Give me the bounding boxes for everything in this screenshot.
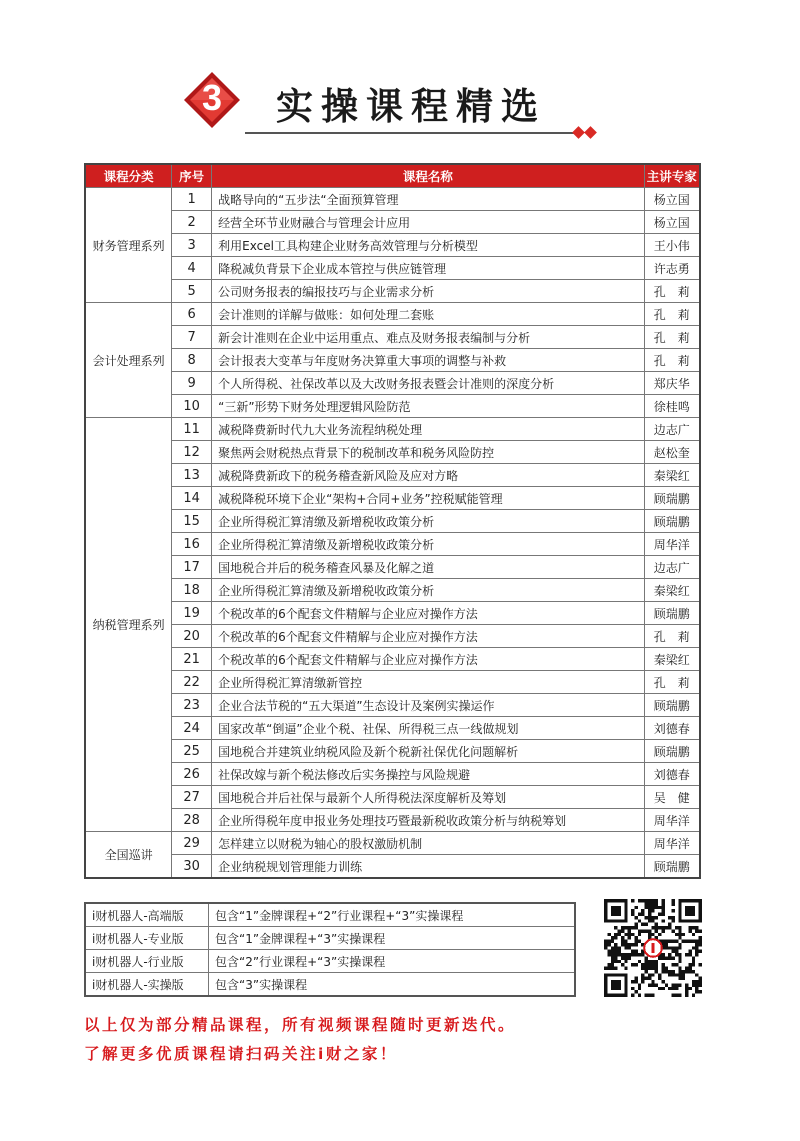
- course-name-cell: 企业纳税规划管理能力训练: [212, 855, 644, 879]
- table-row: [85, 188, 700, 211]
- category-cell: 全国巡讲: [85, 832, 172, 879]
- table-row: [85, 303, 700, 326]
- expert-cell: 孔 莉: [644, 625, 700, 648]
- table-row: [85, 349, 700, 372]
- course-name-cell: 企业所得税汇算清缴新管控: [212, 671, 644, 694]
- number-cell: 13: [172, 464, 212, 487]
- expert-cell: 秦梁红: [644, 579, 700, 602]
- expert-cell: 刘德春: [644, 717, 700, 740]
- table-row: [85, 234, 700, 257]
- expert-cell: 边志广: [644, 418, 700, 441]
- course-name-cell: “三新”形势下财务处理逻辑风险防范: [212, 395, 644, 418]
- course-name-cell: 个人所得税、社保改革以及大改财务报表暨会计准则的深度分析: [212, 372, 644, 395]
- course-name-cell: 国地税合并建筑业纳税风险及新个税新社保优化问题解析: [212, 740, 644, 763]
- category-cell: 财务管理系列: [85, 188, 172, 303]
- expert-cell: 周华洋: [644, 832, 700, 855]
- expert-cell: 周华洋: [644, 533, 700, 556]
- table-row: [85, 487, 700, 510]
- expert-cell: 刘德春: [644, 763, 700, 786]
- number-cell: 10: [172, 395, 212, 418]
- number-cell: 24: [172, 717, 212, 740]
- table-row: [85, 510, 700, 533]
- course-name-cell: 企业所得税汇算清缴及新增税收政策分析: [212, 510, 644, 533]
- course-table-body: [85, 188, 700, 879]
- category-cell: 会计处理系列: [85, 303, 172, 418]
- table-row: [85, 441, 700, 464]
- number-cell: 20: [172, 625, 212, 648]
- table-row: [85, 832, 700, 855]
- package-row: [85, 927, 575, 950]
- badge-number: 3: [201, 77, 223, 118]
- table-row: [85, 648, 700, 671]
- note-line-1: 以上仅为部分精品课程，所有视频课程随时更新迭代。: [84, 1016, 517, 1034]
- header-expert: 主讲专家: [644, 164, 700, 188]
- package-table: [84, 902, 576, 997]
- table-row: [85, 602, 700, 625]
- number-cell: 21: [172, 648, 212, 671]
- header-number: 序号: [172, 164, 212, 188]
- number-cell: 30: [172, 855, 212, 879]
- table-header-row: [85, 164, 700, 188]
- course-name-cell: 国家改革“倒逼”企业个税、社保、所得税三点一线做规划: [212, 717, 644, 740]
- expert-cell: 顾瑞鹏: [644, 510, 700, 533]
- course-name-cell: 会计准则的详解与做账：如何处理二套账: [212, 303, 644, 326]
- table-row: [85, 855, 700, 879]
- course-name-cell: 战略导向的“五步法“全面预算管理: [212, 188, 644, 211]
- course-name-cell: 企业所得税年度申报业务处理技巧暨最新税收政策分析与纳税筹划: [212, 809, 644, 832]
- table-row: [85, 694, 700, 717]
- number-cell: 22: [172, 671, 212, 694]
- expert-cell: 孔 莉: [644, 303, 700, 326]
- package-name: i财机器人-高端版: [85, 903, 209, 927]
- course-name-cell: 个税改革的6个配套文件精解与企业应对操作方法: [212, 625, 644, 648]
- course-name-cell: 会计报表大变革与年度财务决算重大事项的调整与补救: [212, 349, 644, 372]
- package-name: i财机器人-实操版: [85, 973, 209, 997]
- package-row: [85, 903, 575, 927]
- expert-cell: 周华洋: [644, 809, 700, 832]
- number-cell: 6: [172, 303, 212, 326]
- expert-cell: 许志勇: [644, 257, 700, 280]
- expert-cell: 郑庆华: [644, 372, 700, 395]
- expert-cell: 顾瑞鹏: [644, 694, 700, 717]
- table-row: [85, 211, 700, 234]
- course-name-cell: 减税降费新时代九大业务流程纳税处理: [212, 418, 644, 441]
- package-description: 包含“3”实操课程: [209, 973, 576, 997]
- expert-cell: 秦梁红: [644, 648, 700, 671]
- expert-cell: 顾瑞鹏: [644, 740, 700, 763]
- table-row: [85, 418, 700, 441]
- number-cell: 7: [172, 326, 212, 349]
- expert-cell: 顾瑞鹏: [644, 602, 700, 625]
- course-name-cell: 企业所得税汇算清缴及新增税收政策分析: [212, 579, 644, 602]
- table-row: [85, 740, 700, 763]
- expert-cell: 孔 莉: [644, 326, 700, 349]
- course-name-cell: 利用Excel工具构建企业财务高效管理与分析模型: [212, 234, 644, 257]
- table-row: [85, 280, 700, 303]
- course-name-cell: 经营全环节业财融合与管理会计应用: [212, 211, 644, 234]
- package-name: i财机器人-专业版: [85, 927, 209, 950]
- number-cell: 26: [172, 763, 212, 786]
- table-row: [85, 556, 700, 579]
- expert-cell: 杨立国: [644, 188, 700, 211]
- header-course-name: 课程名称: [212, 164, 644, 188]
- expert-cell: 杨立国: [644, 211, 700, 234]
- number-cell: 27: [172, 786, 212, 809]
- number-cell: 3: [172, 234, 212, 257]
- expert-cell: 顾瑞鹏: [644, 855, 700, 879]
- number-cell: 19: [172, 602, 212, 625]
- course-name-cell: 国地税合并后的税务稽查风暴及化解之道: [212, 556, 644, 579]
- expert-cell: 吴 健: [644, 786, 700, 809]
- number-cell: 18: [172, 579, 212, 602]
- number-cell: 4: [172, 257, 212, 280]
- number-cell: 9: [172, 372, 212, 395]
- package-name: i财机器人-行业版: [85, 950, 209, 973]
- table-row: [85, 671, 700, 694]
- course-name-cell: 聚焦两会财税热点背景下的税制改革和税务风险防控: [212, 441, 644, 464]
- page-header: [0, 60, 800, 150]
- table-row: [85, 395, 700, 418]
- number-cell: 14: [172, 487, 212, 510]
- number-cell: 23: [172, 694, 212, 717]
- table-row: [85, 372, 700, 395]
- number-cell: 8: [172, 349, 212, 372]
- underline-diamond: [572, 126, 585, 139]
- number-cell: 11: [172, 418, 212, 441]
- table-row: [85, 625, 700, 648]
- underline-diamond: [584, 126, 597, 139]
- expert-cell: 秦梁红: [644, 464, 700, 487]
- expert-cell: 顾瑞鹏: [644, 487, 700, 510]
- expert-cell: 赵松奎: [644, 441, 700, 464]
- package-row: [85, 973, 575, 997]
- number-cell: 17: [172, 556, 212, 579]
- course-name-cell: 新会计准则在企业中运用重点、难点及财务报表编制与分析: [212, 326, 644, 349]
- note-line-2: 了解更多优质课程请扫码关注i财之家！: [84, 1045, 398, 1063]
- course-name-cell: 降税减负背景下企业成本管控与供应链管理: [212, 257, 644, 280]
- expert-cell: 孔 莉: [644, 280, 700, 303]
- table-row: [85, 464, 700, 487]
- number-cell: 5: [172, 280, 212, 303]
- number-cell: 28: [172, 809, 212, 832]
- number-cell: 1: [172, 188, 212, 211]
- number-cell: 15: [172, 510, 212, 533]
- package-description: 包含“1”金牌课程+“3”实操课程: [209, 927, 576, 950]
- table-row: [85, 809, 700, 832]
- course-name-cell: 国地税合并后社保与最新个人所得税法深度解析及筹划: [212, 786, 644, 809]
- table-row: [85, 763, 700, 786]
- expert-cell: 孔 莉: [644, 671, 700, 694]
- course-name-cell: 个税改革的6个配套文件精解与企业应对操作方法: [212, 648, 644, 671]
- course-table: [84, 163, 701, 879]
- course-name-cell: 企业合法节税的“五大渠道”生态设计及案例实操运作: [212, 694, 644, 717]
- package-row: [85, 950, 575, 973]
- number-cell: 12: [172, 441, 212, 464]
- package-description: 包含“2”行业课程+“3”实操课程: [209, 950, 576, 973]
- course-name-cell: 企业所得税汇算清缴及新增税收政策分析: [212, 533, 644, 556]
- expert-cell: 边志广: [644, 556, 700, 579]
- number-cell: 16: [172, 533, 212, 556]
- table-row: [85, 579, 700, 602]
- course-name-cell: 社保改嫁与新个税法修改后实务操控与风险规避: [212, 763, 644, 786]
- expert-cell: 徐桂鸣: [644, 395, 700, 418]
- title-underline: [245, 132, 575, 134]
- table-row: [85, 717, 700, 740]
- category-cell: 纳税管理系列: [85, 418, 172, 832]
- number-cell: 29: [172, 832, 212, 855]
- number-cell: 25: [172, 740, 212, 763]
- course-name-cell: 减税降税环境下企业“架构+合同+业务”控税赋能管理: [212, 487, 644, 510]
- course-name-cell: 减税降费新政下的税务稽查新风险及应对方略: [212, 464, 644, 487]
- course-name-cell: 个税改革的6个配套文件精解与企业应对操作方法: [212, 602, 644, 625]
- expert-cell: 孔 莉: [644, 349, 700, 372]
- course-name-cell: 公司财务报表的编报技巧与企业需求分析: [212, 280, 644, 303]
- expert-cell: 王小伟: [644, 234, 700, 257]
- number-cell: 2: [172, 211, 212, 234]
- qr-code: [604, 899, 702, 997]
- table-row: [85, 257, 700, 280]
- course-name-cell: 怎样建立以财税为轴心的股权激励机制: [212, 832, 644, 855]
- package-description: 包含“1”金牌课程+“2”行业课程+“3”实操课程: [209, 903, 576, 927]
- header-category: 课程分类: [85, 164, 172, 188]
- table-row: [85, 786, 700, 809]
- table-row: [85, 533, 700, 556]
- page-title: 实操课程精选: [276, 85, 546, 128]
- table-row: [85, 326, 700, 349]
